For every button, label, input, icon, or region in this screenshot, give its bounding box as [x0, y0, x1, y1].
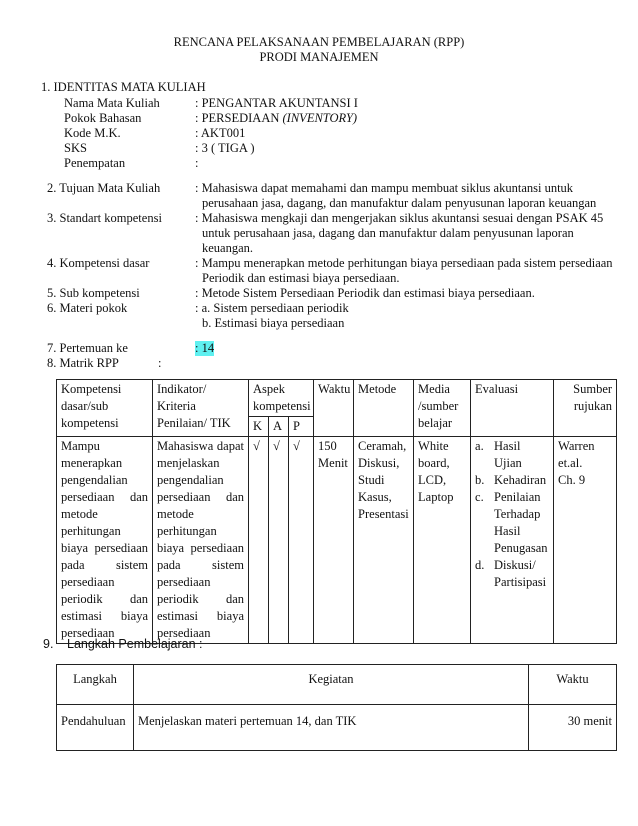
list-item: a. Hasil Ujian: [475, 439, 522, 470]
langkah-heading-number: 9.: [43, 637, 54, 651]
pertemuan-value: : 14: [195, 341, 215, 355]
materi-item: : a. Sistem persediaan periodik: [195, 301, 349, 315]
cell-sumber: Warren et.al. Ch. 9: [554, 437, 617, 644]
identitas-value: : AKT001: [195, 126, 246, 140]
cell-langkah: Pendahuluan: [57, 705, 134, 751]
cell-metode: Ceramah, Diskusi, Studi Kasus, Presentasi: [354, 437, 414, 644]
cell-media: White board, LCD, Laptop: [414, 437, 471, 644]
cell-evaluasi: [471, 437, 554, 644]
header-waktu: Waktu: [529, 665, 617, 705]
standart-text-cont: keuangan.: [202, 241, 254, 255]
identitas-label: SKS: [64, 141, 87, 155]
cell-waktu: 30 menit: [529, 705, 617, 751]
identitas-label: Nama Mata Kuliah: [64, 96, 160, 110]
header-waktu: Waktu: [314, 380, 354, 437]
identitas-value: :: [195, 156, 199, 170]
document-subtitle: PRODI MANAJEMEN: [259, 50, 379, 64]
cell-kompetensi: Mampu menerapkan pengendalian persediaan dan metode perhitungan biaya persediaan pada sistem persediaan periodik dan estimasi biaya persediaan: [57, 437, 153, 644]
check-k: √: [249, 437, 269, 644]
header-media: Media /sumber belajar: [414, 380, 471, 437]
table-row: [57, 437, 617, 644]
check-p: √: [289, 437, 314, 644]
document-title: RENCANA PELAKSANAAN PEMBELAJARAN (RPP): [173, 35, 465, 49]
tujuan-text-cont: perusahaan jasa, dagang, dan manufaktur dalam penyusunan laporan keuangan: [202, 196, 597, 210]
identitas-label: Pokok Bahasan: [64, 111, 142, 125]
header-kompetensi: Kompetensi dasar/sub kompetensi: [57, 380, 153, 437]
standart-text: : Mahasiswa mengkaji dan mengerjakan siklus akuntansi sesuai dengan PSAK 45: [195, 211, 604, 225]
materi-item: b. Estimasi biaya persediaan: [202, 316, 345, 330]
rpp-matrix-table: [56, 379, 617, 644]
langkah-table: [56, 664, 617, 751]
materi-label: 6. Materi pokok: [47, 301, 128, 315]
list-item: d. Diskusi/ Partisipasi: [475, 558, 547, 589]
identitas-value: : PENGANTAR AKUNTANSI I: [195, 96, 358, 110]
list-item: c. Penilaian Terhadap Hasil Penugasan: [475, 490, 548, 555]
kompetensi-text-cont: Periodik dan estimasi biaya persediaan.: [202, 271, 400, 285]
langkah-heading: Langkah Pembelajaran :: [67, 637, 203, 651]
identitas-value: : 3 ( TIGA ): [195, 141, 255, 155]
identitas-label: Penempatan: [64, 156, 126, 170]
standart-text-cont: untuk perusahaan jasa, dagang dan manufaktur dalam penyusunan laporan: [202, 226, 574, 240]
tujuan-label: 2. Tujuan Mata Kuliah: [47, 181, 161, 195]
header-aspek-a: A: [269, 417, 289, 437]
identitas-value: : PERSEDIAAN (INVENTORY): [195, 111, 358, 125]
header-aspek-k: K: [249, 417, 269, 437]
table-header-row: [57, 665, 617, 705]
header-aspek: Aspek kompetensi: [249, 380, 314, 417]
identitas-label: Kode M.K.: [64, 126, 121, 140]
cell-indikator: Mahasiswa dapat menjelaskan pengendalian persediaan dan metode perhitungan biaya persediaan pada sistem persediaan periodik dan estimasi biaya persediaan: [153, 437, 249, 644]
header-metode: Metode: [354, 380, 414, 437]
evaluasi-list: [475, 438, 549, 591]
identitas-heading: 1. IDENTITAS MATA KULIAH: [41, 80, 206, 94]
sub-kompetensi-text: : Metode Sistem Persediaan Periodik dan estimasi biaya persediaan.: [195, 286, 535, 300]
header-kegiatan: Kegiatan: [134, 665, 529, 705]
header-sumber: Sumber rujukan: [554, 380, 617, 437]
kompetensi-label: 4. Kompetensi dasar: [47, 256, 150, 270]
kompetensi-text: : Mampu menerapkan metode perhitungan biaya persediaan pada sistem persediaan: [195, 256, 613, 270]
matrik-colon: :: [158, 356, 162, 370]
table-row: [57, 705, 617, 751]
header-evaluasi: Evaluasi: [471, 380, 554, 437]
header-indikator: Indikator/ Kriteria Penilaian/ TIK: [153, 380, 249, 437]
header-langkah: Langkah: [57, 665, 134, 705]
sub-kompetensi-label: 5. Sub kompetensi: [47, 286, 140, 300]
list-item: b. Kehadiran: [475, 473, 547, 487]
header-aspek-p: P: [289, 417, 314, 437]
matrik-label: 8. Matrik RPP: [47, 356, 119, 370]
tujuan-text: : Mahasiswa dapat memahami dan mampu membuat siklus akuntansi untuk: [195, 181, 574, 195]
cell-kegiatan: Menjelaskan materi pertemuan 14, dan TIK: [134, 705, 529, 751]
check-a: √: [269, 437, 289, 644]
cell-waktu: 150 Menit: [314, 437, 354, 644]
table-header-row: [57, 380, 617, 417]
pertemuan-label: 7. Pertemuan ke: [47, 341, 128, 355]
standart-label: 3. Standart kompetensi: [47, 211, 162, 225]
